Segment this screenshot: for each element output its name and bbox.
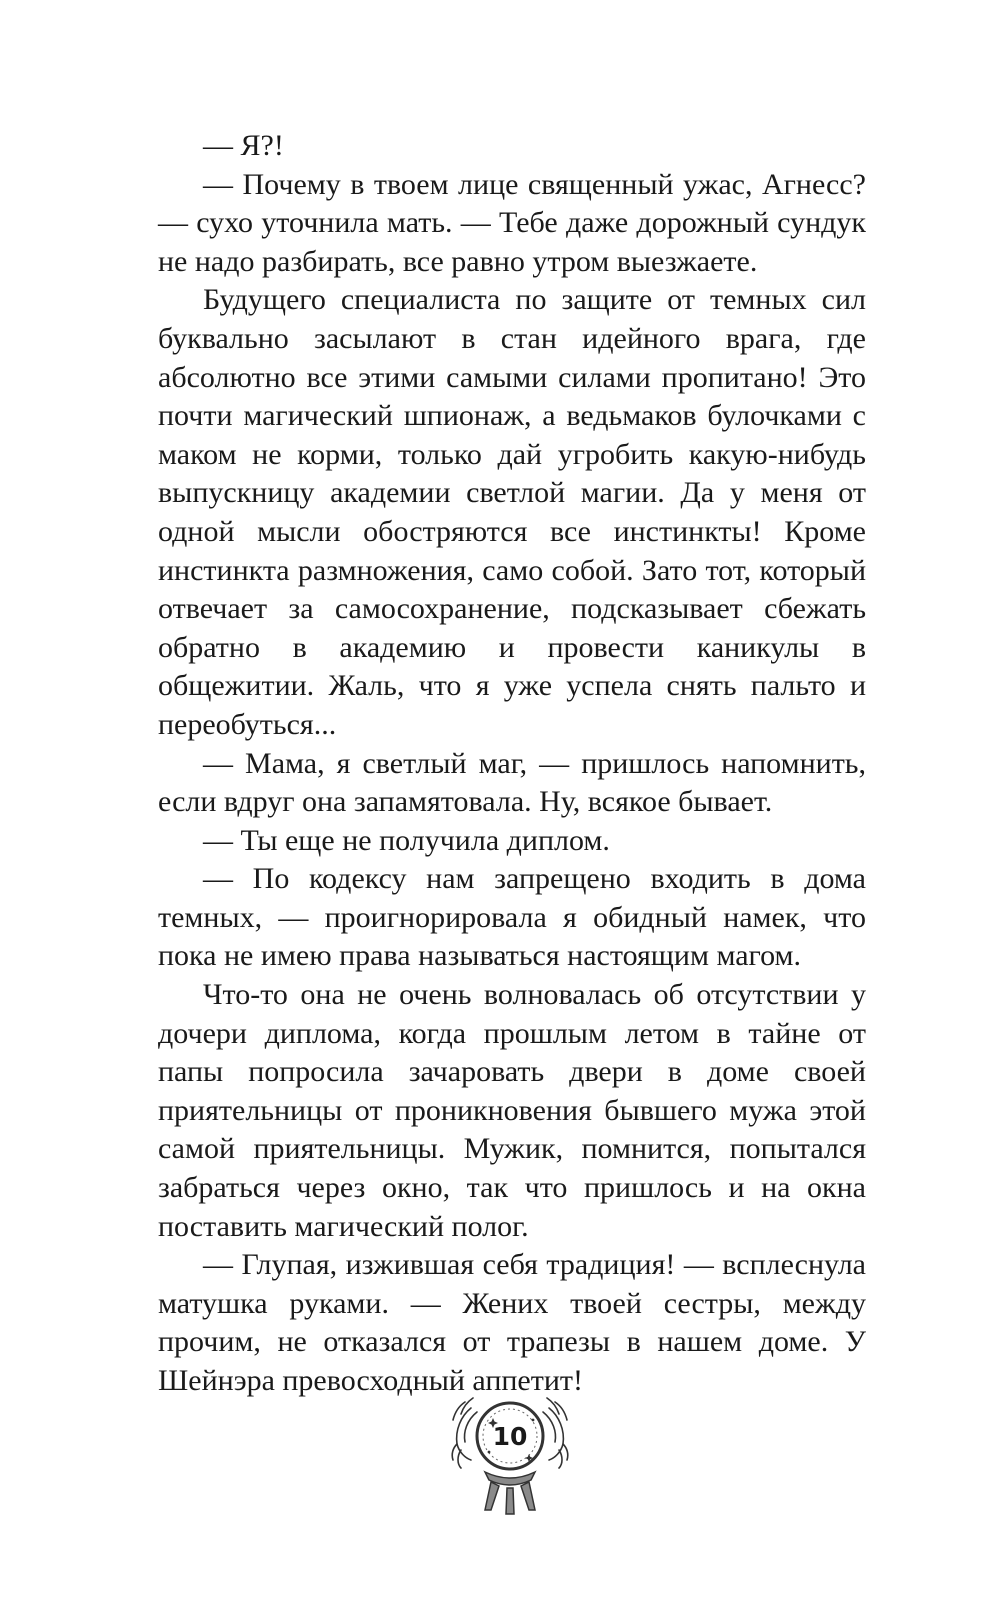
paragraph: — Мама, я светлый маг, — пришлось напомнить, если вдруг она запамятовала. Ну, всякое бывает. [158, 746, 866, 819]
page-folio [449, 1386, 571, 1526]
paragraph: — Почему в твоем лице священный ужас, Агнесс? — сухо уточнила мать. — Тебе даже дорожный сундук не надо разбирать, все равно утром выезжаете. [158, 167, 866, 278]
crystal-ball-icon [449, 1386, 571, 1526]
paragraph: — По кодексу нам запрещено входить в дома темных, — проигнорировала я обидный намек, что пока не имею права называться настоящим магом. [158, 862, 866, 973]
page-text [158, 127, 866, 1401]
stand-icon [485, 1472, 535, 1514]
paragraph: Будущего специалиста по защите от темных сил буквально засылают в стан идейного врага, где абсолютно все этими самыми силами пропитано! Это почти магический шпионаж, а ведьмаков булочками с маком не корми, только дай угробить какую-нибудь выпускницу академии светлой магии. Да у меня от одной мысли обостряются все инстинкты! Кроме инстинкта размножения, само собой. Зато тот, который отвечает за самосохранение, подсказывает сбежать обратно в академию и провести каникулы в общежитии. Жаль, что я уже успела снять пальто и переобуться... [158, 283, 866, 741]
paragraph: — Глупая, изжившая себя традиция! — всплеснула матушка руками. — Жених твоей сестры, между прочим, не отказался от трапезы в нашем доме. У Шейнэра превосходный аппетит! [158, 1248, 866, 1397]
paragraph: — Ты еще не получила диплом. [203, 823, 610, 857]
left-hand-icon [452, 1398, 477, 1468]
paragraph: Что-то она не очень волновалась об отсутствии у дочери диплома, когда прошлым летом в тайне от папы попросила зачаровать двери в доме своей приятельницы от проникновения бывшего мужа этой самой приятельницы. Мужик, помнится, попытался забраться через окно, так что пришлось и на окна поставить магический полог. [158, 978, 866, 1243]
page-number: 10 [492, 1422, 528, 1451]
paragraph: — Я?! [203, 129, 284, 162]
right-hand-icon [543, 1398, 568, 1468]
